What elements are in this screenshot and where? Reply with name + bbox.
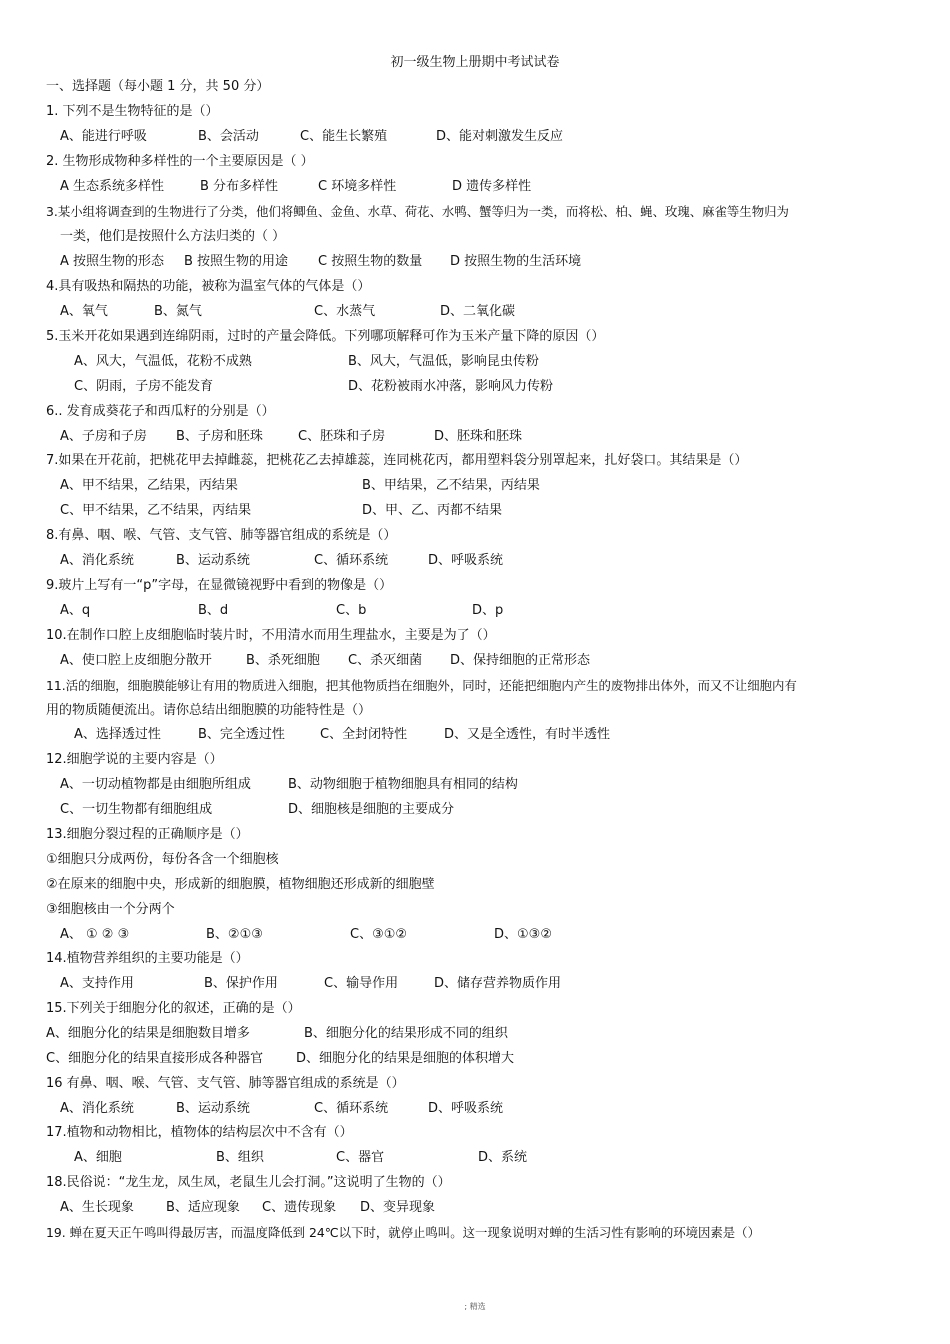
- option: A、支持作用: [60, 976, 134, 991]
- option: B、完全透过性: [198, 727, 285, 742]
- option: D、①③②: [494, 927, 552, 942]
- option: D、呼吸系统: [428, 553, 504, 568]
- option: A 生态系统多样性: [60, 179, 165, 194]
- question-line: 1. 下列不是生物特征的是（）: [46, 104, 219, 119]
- option: B、组织: [216, 1150, 264, 1165]
- option: D、花粉被雨水冲落，影响风力传粉: [348, 379, 554, 394]
- option: B、氮气: [154, 304, 202, 319]
- option: B、②①③: [206, 927, 263, 942]
- option: D、能对刺激发生反应: [436, 129, 564, 144]
- option: D、又是全透性，有时半透性: [444, 727, 611, 742]
- options-row: [46, 1050, 514, 1068]
- question-line: 15.下列关于细胞分化的叙述，正确的是（）: [46, 1001, 301, 1016]
- option: C、能生长繁殖: [300, 129, 388, 144]
- option: A、q: [60, 603, 91, 618]
- option: D、二氧化碳: [440, 304, 516, 319]
- option: C、甲不结果，乙不结果，丙结果: [60, 503, 252, 518]
- statement-line: ①细胞只分成两份，每份各含一个细胞核: [46, 852, 279, 867]
- option: A、选择透过性: [74, 727, 161, 742]
- options-row: [60, 776, 518, 794]
- option: D、胚珠和胚珠: [434, 429, 523, 444]
- option: B、d: [198, 603, 229, 618]
- option: A、 ① ② ③: [60, 927, 130, 942]
- option: A 按照生物的形态: [60, 254, 165, 269]
- option: C、输导作用: [324, 976, 399, 991]
- question-line: 3.某小组将调查到的生物进行了分类，他们将鲫鱼、金鱼、水草、荷花、水鸭、蟹等归为一类，而将松、柏、蝇、玫瑰、麻雀等生物归为: [46, 204, 789, 219]
- options-row: [60, 128, 563, 146]
- question-line: 2. 生物形成物种多样性的一个主要原因是（ ）: [46, 154, 314, 169]
- option: D、甲、乙、丙都不结果: [362, 503, 503, 518]
- question-line: 7.如果在开花前，把桃花甲去掉雌蕊，把桃花乙去掉雄蕊，连同桃花丙，都用塑料袋分别罩起来，扎好袋口。其结果是（）: [46, 453, 748, 468]
- options-row: [60, 801, 454, 819]
- question-line: 19. 蝉在夏天正午鸣叫得最厉害，而温度降低到 24℃以下时，就停止鸣叫。这一现象说明对蝉的生活习性有影响的环境因素是（）: [46, 1225, 760, 1240]
- option: C、全封闭特性: [320, 727, 408, 742]
- question-line: 17.植物和动物相比，植物体的结构层次中不含有（）: [46, 1125, 353, 1140]
- option: B、动物细胞于植物细胞具有相同的结构: [288, 777, 518, 792]
- option: C 环境多样性: [318, 179, 397, 194]
- question-line: 5.玉米开花如果遇到连绵阴雨，过时的产量会降低。下列哪项解释可作为玉米产量下降的原因（）: [46, 329, 605, 344]
- option: C、一切生物都有细胞组成: [60, 802, 213, 817]
- option: A、氧气: [60, 304, 108, 319]
- options-row: [60, 253, 581, 271]
- options-row: [74, 353, 539, 371]
- page-footer: ; 精选: [464, 1302, 486, 1311]
- option: D、保持细胞的正常形态: [450, 653, 591, 668]
- option: A、消化系统: [60, 553, 134, 568]
- option: B、会活动: [198, 129, 259, 144]
- option: D、系统: [478, 1150, 528, 1165]
- option: B、保护作用: [204, 976, 278, 991]
- option: C、③①②: [350, 927, 408, 942]
- question-line: 12.细胞学说的主要内容是（）: [46, 752, 223, 767]
- option: A、生长现象: [60, 1200, 134, 1215]
- option: A、一切动植物都是由细胞所组成: [60, 777, 251, 792]
- options-row: [60, 552, 503, 570]
- option: A、甲不结果，乙结果，丙结果: [60, 478, 238, 493]
- question-line: 9.玻片上写有一“p”字母，在显微镜视野中看到的物像是（）: [46, 578, 393, 593]
- options-row: [60, 428, 522, 446]
- option: D 按照生物的生活环境: [450, 254, 582, 269]
- question-line-continued: 一类，他们是按照什么方法归类的（ ）: [60, 229, 286, 244]
- option: C、遗传现象: [262, 1200, 337, 1215]
- option: C 按照生物的数量: [318, 254, 423, 269]
- options-row: [74, 726, 610, 744]
- options-row: [74, 1149, 527, 1167]
- options-row: [60, 926, 552, 944]
- option: C、阴雨，子房不能发育: [74, 379, 214, 394]
- option: D、储存营养物质作用: [434, 976, 562, 991]
- option: C、器官: [336, 1150, 385, 1165]
- question-line: 16 有鼻、咽、喉、气管、支气管、肺等器官组成的系统是（）: [46, 1076, 405, 1091]
- option: B、子房和胚珠: [176, 429, 263, 444]
- option: B、运动系统: [176, 1101, 250, 1116]
- option: B、适应现象: [166, 1200, 240, 1215]
- option: B 分布多样性: [200, 179, 279, 194]
- exam-title: 初一级生物上册期中考试试卷: [390, 55, 560, 70]
- option: B、杀死细胞: [246, 653, 320, 668]
- question-line: 14.植物营养组织的主要功能是（）: [46, 951, 249, 966]
- option: D 遗传多样性: [452, 179, 532, 194]
- statement-line: ③细胞核由一个分两个: [46, 902, 175, 917]
- options-row: [60, 502, 502, 520]
- statement-line: ②在原来的细胞中央，形成新的细胞膜，植物细胞还形成新的细胞壁: [46, 877, 435, 892]
- question-line: 8.有鼻、咽、喉、气管、支气管、肺等器官组成的系统是（）: [46, 528, 397, 543]
- option: B、风大，气温低，影响昆虫传粉: [348, 354, 539, 369]
- option: A、细胞分化的结果是细胞数目增多: [46, 1026, 250, 1041]
- options-row: [60, 178, 531, 196]
- options-row: [74, 378, 553, 396]
- options-row: [60, 975, 561, 993]
- option: A、能进行呼吸: [60, 129, 147, 144]
- question-line-continued: 用的物质随便流出。请你总结出细胞膜的功能特性是（）: [46, 703, 372, 718]
- option: C、胚珠和子房: [298, 429, 386, 444]
- option: C、水蒸气: [314, 304, 376, 319]
- options-row: [60, 602, 503, 620]
- option: C、细胞分化的结果直接形成各种器官: [46, 1051, 264, 1066]
- question-line: 10.在制作口腔上皮细胞临时装片时，不用清水而用生理盐水，主要是为了（）: [46, 628, 496, 643]
- option: B、甲结果，乙不结果，丙结果: [362, 478, 540, 493]
- question-line: 6.. 发育成葵花子和西瓜籽的分别是（）: [46, 404, 275, 419]
- option: C、循环系统: [314, 1101, 389, 1116]
- option: D、p: [472, 603, 504, 618]
- question-line: 11.活的细胞，细胞膜能够让有用的物质进入细胞，把其他物质挡在细胞外，同时，还能把细胞内产生的废物排出体外，而又不让细胞内有: [46, 678, 797, 693]
- option: D、变异现象: [360, 1200, 436, 1215]
- option: B 按照生物的用途: [184, 254, 289, 269]
- options-row: [46, 1025, 508, 1043]
- option: A、细胞: [74, 1150, 122, 1165]
- options-row: [60, 1199, 435, 1217]
- option: A、子房和子房: [60, 429, 147, 444]
- option: C、循环系统: [314, 553, 389, 568]
- options-row: [60, 652, 590, 670]
- option: C、杀灭细菌: [348, 653, 423, 668]
- option: A、使口腔上皮细胞分散开: [60, 653, 212, 668]
- option: A、风大，气温低，花粉不成熟: [74, 354, 252, 369]
- option: A、消化系统: [60, 1101, 134, 1116]
- option: C、b: [336, 603, 367, 618]
- option: B、运动系统: [176, 553, 250, 568]
- option: D、细胞核是细胞的主要成分: [288, 802, 455, 817]
- options-row: [60, 1100, 503, 1118]
- question-line: 13.细胞分裂过程的正确顺序是（）: [46, 827, 249, 842]
- question-line: 4.具有吸热和隔热的功能，被称为温室气体的气体是（）: [46, 279, 371, 294]
- options-row: [60, 303, 515, 321]
- option: D、细胞分化的结果是细胞的体积增大: [296, 1051, 515, 1066]
- option: B、细胞分化的结果形成不同的组织: [304, 1026, 508, 1041]
- option: D、呼吸系统: [428, 1101, 504, 1116]
- section-heading: 一、选择题（每小题 1 分，共 50 分）: [46, 79, 270, 94]
- options-row: [60, 477, 540, 495]
- question-line: 18.民俗说：“龙生龙，凤生凤，老鼠生儿会打洞。”这说明了生物的（）: [46, 1175, 451, 1190]
